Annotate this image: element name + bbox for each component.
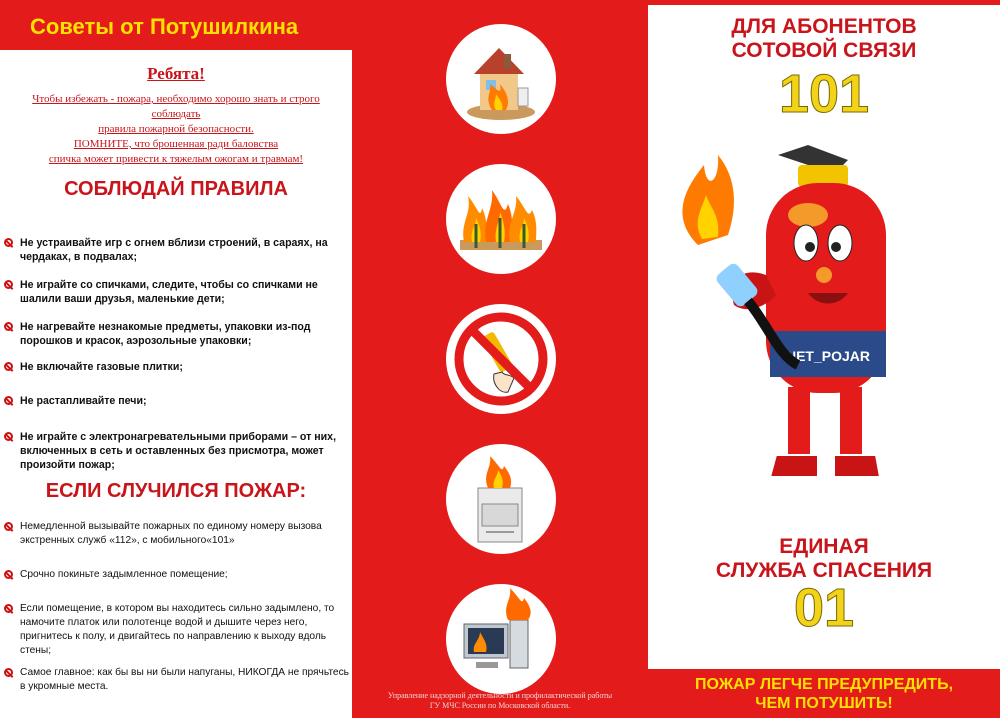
service-heading-line: ЕДИНАЯ [779,535,869,558]
left-banner [0,0,352,50]
stove-fire-icon [446,444,556,554]
slogan-line: ПОЖАР ЛЕГЧЕ ПРЕДУПРЕДИТЬ, [694,676,954,693]
rule-text: Не играйте с электронагревательными приборами – от них, включенных в сеть и оставленных без присмотра, может произойти пожар; [20,431,337,471]
slogan-line: ЧЕМ ПОТУШИТЬ! [755,695,893,712]
rule-text: Не устраивайте игр с огнем вблизи строений, в сараях, на чердаках, в подвалах; [20,237,328,263]
slogan-bar [648,669,1000,718]
service-heading [648,535,1000,583]
mobile-heading-line: ДЛЯ АБОНЕНТОВ [731,15,917,38]
prohibition-icon [4,522,13,531]
emergency-panel [648,5,1000,669]
footer-line: ГУ МЧС России по Московской области. [429,701,571,710]
mascot-label: NET_POJAR [785,348,871,364]
rules-heading: СОБЛЮДАЙ ПРАВИЛА [64,178,288,200]
footer-note [352,691,648,711]
prohibition-icon [4,322,13,331]
intro-line: Чтобы избежать - пожара, необходимо хорошо знать и строго соблюдать [32,93,320,120]
mobile-number: 101 [778,64,870,124]
prohibition-icon [4,362,13,371]
intro-line: спичка может привести к тяжелым ожогам и травмам! [48,153,304,165]
service-heading-line: СЛУЖБА СПАСЕНИЯ [715,559,933,582]
fire-rule-text: Если помещение, в котором вы находитесь сильно задымлено, то намочите платок или полотенце водой и дышите через него, пригнитесь к полу, и двигайтесь по направлению к выходу вдоль стены; [20,603,335,656]
slogan [648,675,1000,713]
intro-line: правила пожарной безопасности. [98,123,254,135]
footer-line: Управление надзорной деятельности и профилактической работы [387,691,613,700]
prohibition-icon [4,668,13,677]
intro-text [10,92,342,167]
kids-title: Ребята! [147,64,205,83]
extinguisher-mascot-icon [658,125,988,495]
fire-rule-text: Немедленной вызывайте пожарных по единому номеру вызова экстренных служб «112», с мобильного«101» [20,521,322,546]
prohibition-icon [4,432,13,441]
icons-column [352,0,648,718]
forest-fire-icon [446,164,556,274]
burning-house-icon [446,24,556,134]
rule-text: Не растапливайте печи; [20,395,147,407]
banner-title: Советы от Потушилкина [30,14,299,39]
no-aerosol-icon [446,304,556,414]
rule-text: Не нагревайте незнакомые предметы, упаковки из-под порошков и красок, аэрозольные упаковки; [20,321,311,347]
fire-rule-text: Срочно покиньте задымленное помещение; [20,569,228,580]
intro-line: ПОМНИТЕ, что брошенная ради баловства [73,138,279,150]
prohibition-icon [4,396,13,405]
prohibition-icon [4,238,13,247]
fire-heading: ЕСЛИ СЛУЧИЛСЯ ПОЖАР: [45,480,307,502]
rule-text: Не включайте газовые плитки; [20,361,183,373]
mobile-heading-line: СОТОВОЙ СВЯЗИ [731,39,917,62]
prohibition-icon [4,604,13,613]
prohibition-icon [4,570,13,579]
service-number: 01 [793,578,855,638]
left-column [0,0,352,718]
prohibition-icon [4,280,13,289]
rules-panel [0,50,352,718]
computer-fire-icon [446,584,556,694]
mobile-heading [648,15,1000,63]
fire-rule-text: Самое главное: как бы вы ни были напуганы, НИКОГДА не прячьтесь в укромные места. [20,667,349,692]
rule-text: Не играйте со спичками, следите, чтобы со спичками не шалили ваши друзья, маленькие дети; [20,279,318,305]
